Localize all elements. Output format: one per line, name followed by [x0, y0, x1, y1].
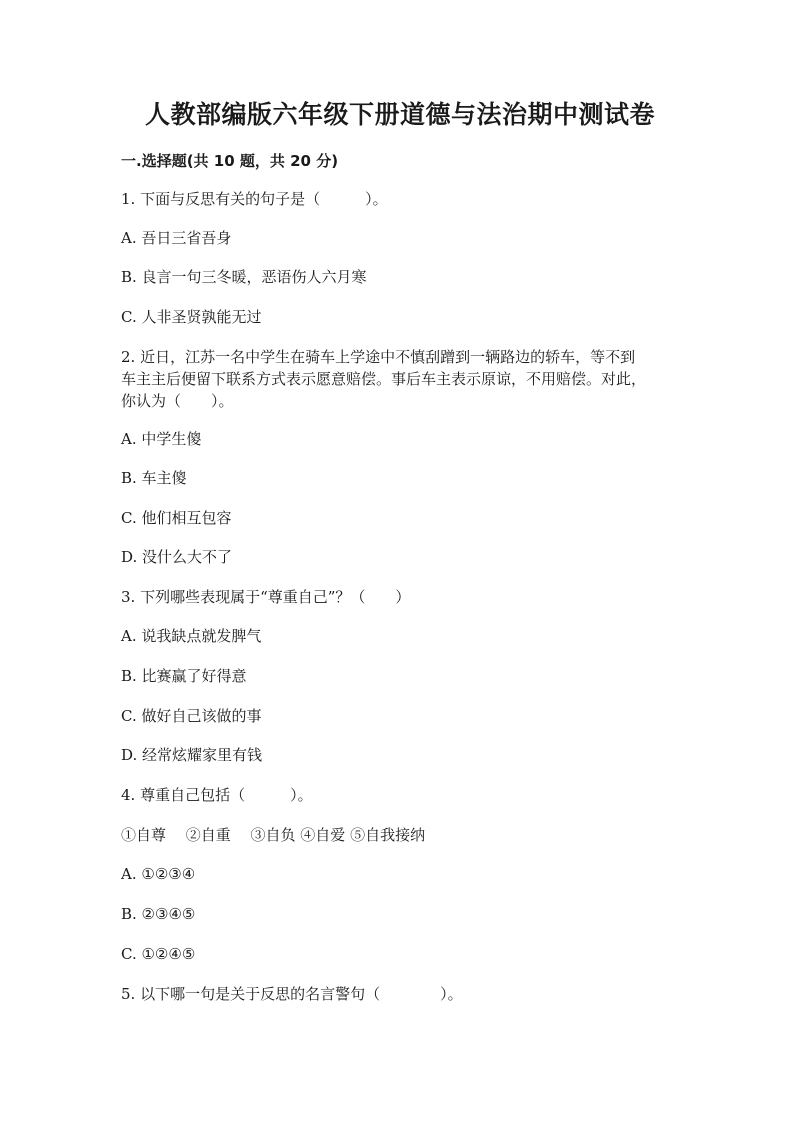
question-4-option-a: A. ①②③④ [121, 865, 196, 883]
question-4-option-b: B. ②③④⑤ [121, 905, 196, 923]
question-2-option-a: A. 中学生傻 [121, 430, 202, 448]
question-1-option-c: C. 人非圣贤孰能无过 [121, 308, 262, 326]
question-1-option-b: B. 良言一句三冬暖，恶语伤人六月寒 [121, 268, 367, 286]
question-2-option-b: B. 车主傻 [121, 469, 187, 487]
question-4-stem: 4. 尊重自己包括（ ）。 [121, 786, 313, 804]
question-3-option-d: D. 经常炫耀家里有钱 [121, 746, 263, 764]
question-2-option-c: C. 他们相互包容 [121, 509, 232, 527]
question-2-option-d: D. 没什么大不了 [121, 548, 233, 566]
question-2-stem-line-2: 车主主后便留下联系方式表示愿意赔偿。事后车主表示原谅，不用赔偿。对此， [121, 370, 647, 388]
question-1-option-a: A. 吾日三省吾身 [121, 229, 232, 247]
question-2-stem-line-1: 2. 近日，江苏一名中学生在骑车上学途中不慎刮蹭到一辆路边的轿车，等不到 [121, 348, 636, 366]
question-4-choices: ①自尊 ②自重 ③自负 ④自爱 ⑤自我接纳 [121, 826, 426, 844]
section-heading: 一.选择题(共 10 题，共 20 分) [121, 152, 339, 170]
exam-title: 人教部编版六年级下册道德与法治期中测试卷 [144, 100, 655, 129]
question-1-stem: 1. 下面与反思有关的句子是（ ）。 [121, 190, 388, 208]
question-3-stem: 3. 下列哪些表现属于“尊重自己”？（ ） [121, 588, 411, 606]
question-3-option-c: C. 做好自己该做的事 [121, 707, 262, 725]
question-3-option-a: A. 说我缺点就发脾气 [121, 627, 262, 645]
question-5-stem: 5. 以下哪一句是关于反思的名言警句（ ）。 [121, 985, 463, 1003]
question-4-option-c: C. ①②④⑤ [121, 945, 196, 963]
question-2-stem-line-3: 你认为（ ）。 [121, 392, 234, 410]
question-3-option-b: B. 比赛赢了好得意 [121, 667, 247, 685]
